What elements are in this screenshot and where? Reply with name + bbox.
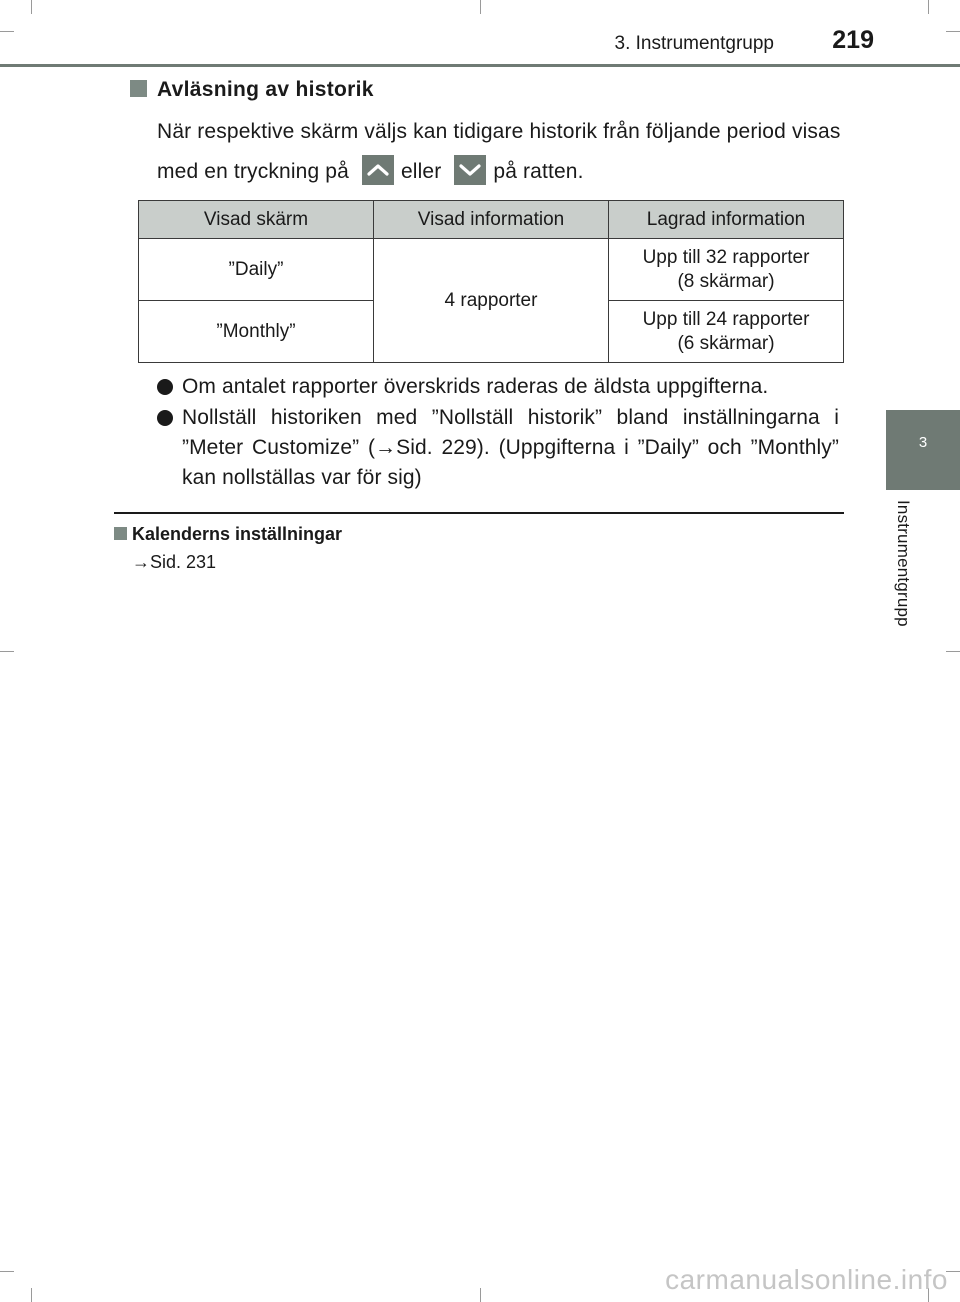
crop-mark (0, 1271, 14, 1272)
stored-line: Upp till 32 rapporter (642, 246, 810, 268)
side-tab-number: 3 (918, 434, 928, 451)
crop-mark (0, 651, 14, 652)
bullet-text: Om antalet rapporter överskrids raderas de äldsta uppgifterna. (182, 375, 769, 398)
header-rule (0, 64, 960, 67)
list-item (157, 403, 839, 493)
history-table (138, 200, 844, 363)
stored-line: (6 skärmar) (677, 332, 775, 354)
intro-text-2: eller (400, 160, 442, 183)
table-cell-screen: ”Monthly” (139, 301, 374, 363)
intro-paragraph (157, 112, 847, 192)
column-header: Visad skärm (139, 201, 374, 239)
crop-mark (928, 0, 929, 14)
table-cell-screen: ”Daily” (139, 239, 374, 301)
square-bullet-icon (114, 527, 127, 540)
crop-mark (946, 31, 960, 32)
subsection-title (114, 524, 342, 545)
table-cell-stored (609, 239, 844, 301)
section-title-text: Avläsning av historik (157, 78, 374, 101)
subsection-title-text: Kalenderns inställningar (132, 524, 343, 544)
section-title (130, 78, 374, 102)
table-cell-info: 4 rapporter (374, 239, 609, 363)
chapter-name: 3. Instrumentgrupp (614, 33, 774, 54)
side-tab (886, 410, 960, 490)
table-header-row (139, 201, 844, 239)
column-header: Lagrad information (609, 201, 844, 239)
page-number: 219 (832, 26, 874, 54)
crop-mark (31, 0, 32, 14)
bullet-text: Nollställ historiken med ”Nollställ historik” bland inställningarna i ”Meter Customize” (→Sid. 229). (Uppgifterna i ”Daily” och ”Monthly” kan nollställas var för sig) (182, 406, 839, 489)
chevron-up-icon (362, 155, 394, 185)
crop-mark (31, 1288, 32, 1302)
bullet-dot-icon (157, 410, 173, 426)
page-reference-link[interactable]: →Sid. 231 (132, 552, 217, 572)
stored-line: Upp till 24 rapporter (642, 308, 810, 330)
intro-text-1: När respektive skärm väljs kan tidigare historik från följande period visas med en tryckning på (157, 120, 841, 183)
intro-text-3: på ratten. (493, 160, 584, 183)
stored-line: (8 skärmar) (677, 270, 775, 292)
square-bullet-icon (130, 80, 147, 97)
table-cell-stored (609, 301, 844, 363)
crop-mark (480, 1288, 481, 1302)
column-header: Visad information (374, 201, 609, 239)
crop-mark (0, 31, 14, 32)
bullet-list (157, 372, 839, 494)
watermark: carmanualsonline.info (665, 1264, 948, 1295)
bullet-dot-icon (157, 379, 173, 395)
side-tab-label: Instrumentgrupp (894, 500, 913, 627)
crop-mark (480, 0, 481, 14)
crop-mark (946, 1271, 960, 1272)
table-row (139, 239, 844, 301)
crop-mark (946, 651, 960, 652)
list-item (157, 372, 839, 402)
chevron-down-icon (454, 155, 486, 185)
section-divider (114, 512, 844, 514)
